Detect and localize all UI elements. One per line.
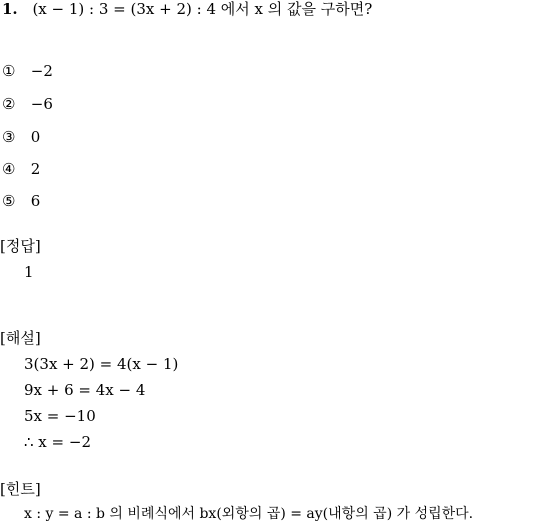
choice-4[interactable] [2,160,40,178]
choice-1-value: −2 [30,62,53,80]
choice-3-value: 0 [30,128,41,146]
question-number: 1. [2,0,18,18]
explanation-line-2: 9x + 6 = 4x − 4 [24,381,146,399]
choice-2[interactable] [2,95,53,113]
choice-2-mark: ② [2,95,16,113]
question-text: (x − 1) : 3 = (3x + 2) : 4 에서 x 의 값을 구하면? [32,0,373,18]
question-row [2,0,372,18]
explanation-line-4: ∴ x = −2 [24,433,91,451]
choice-5-mark: ⑤ [2,192,16,210]
choice-3-mark: ③ [2,128,16,146]
explanation-line-3: 5x = −10 [24,407,96,425]
answer-value: 1 [24,263,34,281]
choice-5[interactable] [2,192,40,210]
choice-3[interactable] [2,128,40,146]
explanation-label: [해설] [0,329,41,347]
choice-4-value: 2 [30,160,41,178]
choice-1-mark: ① [2,62,16,80]
answer-label: [정답] [0,237,41,255]
explanation-line-1: 3(3x + 2) = 4(x − 1) [24,355,179,373]
hint-label: [힌트] [0,480,41,498]
hint-text: x : y = a : b 의 비례식에서 bx(외항의 곱) = ay(내항의 곱) 가 성립한다. [24,506,474,522]
choice-2-value: −6 [30,95,53,113]
choice-5-value: 6 [30,192,41,210]
choice-4-mark: ④ [2,160,16,178]
choice-1[interactable] [2,62,53,80]
